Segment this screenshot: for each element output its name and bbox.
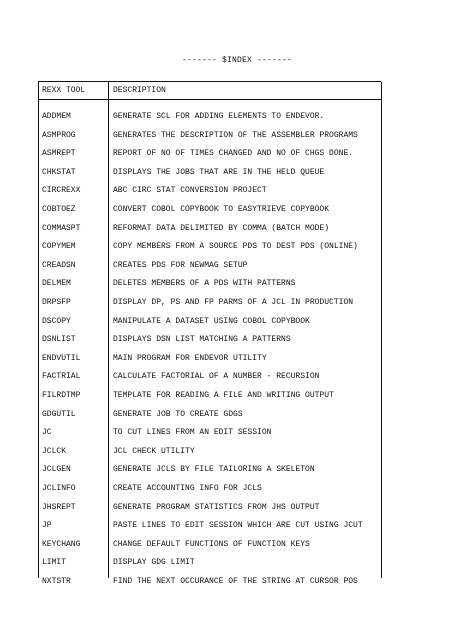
rexx-tool-name: COPYMEM	[42, 242, 76, 252]
rexx-tool-name: CHKSTAT	[42, 167, 76, 177]
table-top-rule	[38, 81, 381, 82]
rexx-tool-name: JHSREPT	[42, 502, 76, 512]
tool-description: TEMPLATE FOR READING A FILE AND WRITING OUTPUT	[113, 391, 334, 400]
rexx-tool-name: JC	[42, 428, 52, 438]
table-row	[0, 160, 474, 180]
tool-description: PASTE LINES TO EDIT SESSION WHICH ARE CUT USING JCUT	[113, 521, 363, 531]
table-row	[0, 364, 474, 384]
tool-description: REFORMAT DATA DELIMITED BY COMMA (BATCH MODE)	[113, 223, 330, 233]
rexx-tool-name: KEYCHANG	[42, 539, 81, 549]
rexx-tool-name: DSNLIST	[42, 335, 76, 345]
table-row	[0, 290, 474, 310]
table-row	[0, 402, 474, 422]
table-row	[0, 383, 474, 403]
rexx-tool-name: JP	[42, 521, 52, 531]
table-row	[0, 216, 474, 236]
tool-description: DISPLAYS THE JOBS THAT ARE IN THE HELD QUEUE	[113, 167, 325, 177]
table-row	[0, 532, 474, 552]
rexx-tool-name: ASMPROG	[42, 130, 76, 140]
rexx-tool-name: GDGUTIL	[42, 409, 76, 419]
tool-description: FIND THE NEXT OCCURANCE OF THE STRING AT CURSOR POS	[113, 577, 358, 586]
header-description: DESCRIPTION	[113, 86, 166, 95]
tool-description: DISPLAYS DSN LIST MATCHING A PATTERNS	[113, 335, 291, 345]
table-row	[0, 309, 474, 329]
table-row	[0, 346, 474, 366]
tool-description: GENERATES THE DESCRIPTION OF THE ASSEMBLER PROGRAMS	[113, 130, 358, 140]
rexx-tool-name: LIMIT	[42, 558, 67, 568]
tool-description: GENERATE SCL FOR ADDING ELEMENTS TO ENDEVOR.	[113, 112, 325, 121]
tool-description: CHANGE DEFAULT FUNCTIONS OF FUNCTION KEYS	[113, 539, 310, 549]
tool-description: CALCULATE FACTORIAL OF A NUMBER - RECURSION	[113, 372, 320, 382]
tool-description: REPORT OF NO OF TIMES CHANGED AND NO OF CHGS DONE.	[113, 149, 354, 159]
tool-description: DISPLAY GDG LIMIT	[113, 558, 195, 568]
table-row	[0, 550, 474, 570]
tool-description: CREATES PDS FOR NEWMAG SETUP	[113, 260, 248, 270]
header-rexx-tool: REXX TOOL	[42, 86, 86, 95]
rexx-tool-name: COMMASPT	[42, 223, 81, 233]
rexx-tool-name: CREADSN	[42, 260, 76, 270]
table-row	[0, 141, 474, 161]
index-title: ------- $INDEX -------	[181, 56, 293, 65]
table-row	[0, 513, 474, 533]
tool-description: MAIN PROGRAM FOR ENDEVOR UTILITY	[113, 353, 267, 363]
header-bottom-rule	[38, 99, 381, 100]
rexx-tool-name: ASMREPT	[42, 149, 76, 159]
rexx-tool-name: FACTRIAL	[42, 372, 81, 382]
tool-description: CONVERT COBOL COPYBOOK TO EASYTRIEVE COPYBOOK	[113, 205, 330, 214]
table-row	[0, 457, 474, 477]
table-row	[0, 569, 474, 589]
table-row	[0, 234, 474, 254]
tool-description: TO CUT LINES FROM AN EDIT SESSION	[113, 428, 272, 438]
tool-description: COPY MEMBERS FROM A SOURCE PDS TO DEST PDS (ONLINE)	[113, 242, 358, 252]
rexx-tool-name: FILRDTMP	[42, 391, 81, 400]
tool-description: MANIPULATE A DATASET USING COBOL COPYBOOK	[113, 316, 310, 326]
rexx-tool-name: ADDMEM	[42, 112, 71, 121]
rexx-tool-name: DRPSFP	[42, 298, 71, 307]
tool-description: ABC CIRC STAT CONVERSION PROJECT	[113, 186, 267, 196]
rexx-tool-name: JCLINFO	[42, 484, 76, 493]
rexx-tool-name: JCLCK	[42, 446, 67, 456]
rexx-tool-name: CIRCREXX	[42, 186, 81, 196]
table-row	[0, 439, 474, 459]
rexx-tool-name: DELMEM	[42, 279, 71, 289]
rexx-tool-name: JCLGEN	[42, 465, 71, 475]
rexx-tool-name: ENDVUTIL	[42, 353, 81, 363]
table-row	[0, 178, 474, 198]
rexx-tool-name: DSCOPY	[42, 316, 71, 326]
tool-description: DELETES MEMBERS OF A PDS WITH PATTERNS	[113, 279, 296, 289]
table-row	[0, 420, 474, 440]
rexx-tool-name: COBTOEZ	[42, 205, 76, 214]
table-row	[0, 197, 474, 217]
table-row	[0, 271, 474, 291]
table-row	[0, 476, 474, 496]
table-row	[0, 123, 474, 143]
tool-description: CREATE ACCOUNTING INFO FOR JCLS	[113, 484, 262, 493]
tool-description: GENERATE PROGRAM STATISTICS FROM JHS OUTPUT	[113, 502, 320, 512]
tool-description: DISPLAY DP, PS AND FP PARMS OF A JCL IN PRODUCTION	[113, 298, 354, 307]
table-row	[0, 327, 474, 347]
table-row	[0, 495, 474, 515]
table-row	[0, 104, 474, 124]
tool-description: GENERATE JCLS BY FILE TAILORING A SKELETON	[113, 465, 315, 475]
tool-description: JCL CHECK UTILITY	[113, 446, 195, 456]
tool-description: GENERATE JOB TO CREATE GDGS	[113, 409, 243, 419]
rexx-tool-name: NXTSTR	[42, 577, 71, 586]
table-row	[0, 253, 474, 273]
